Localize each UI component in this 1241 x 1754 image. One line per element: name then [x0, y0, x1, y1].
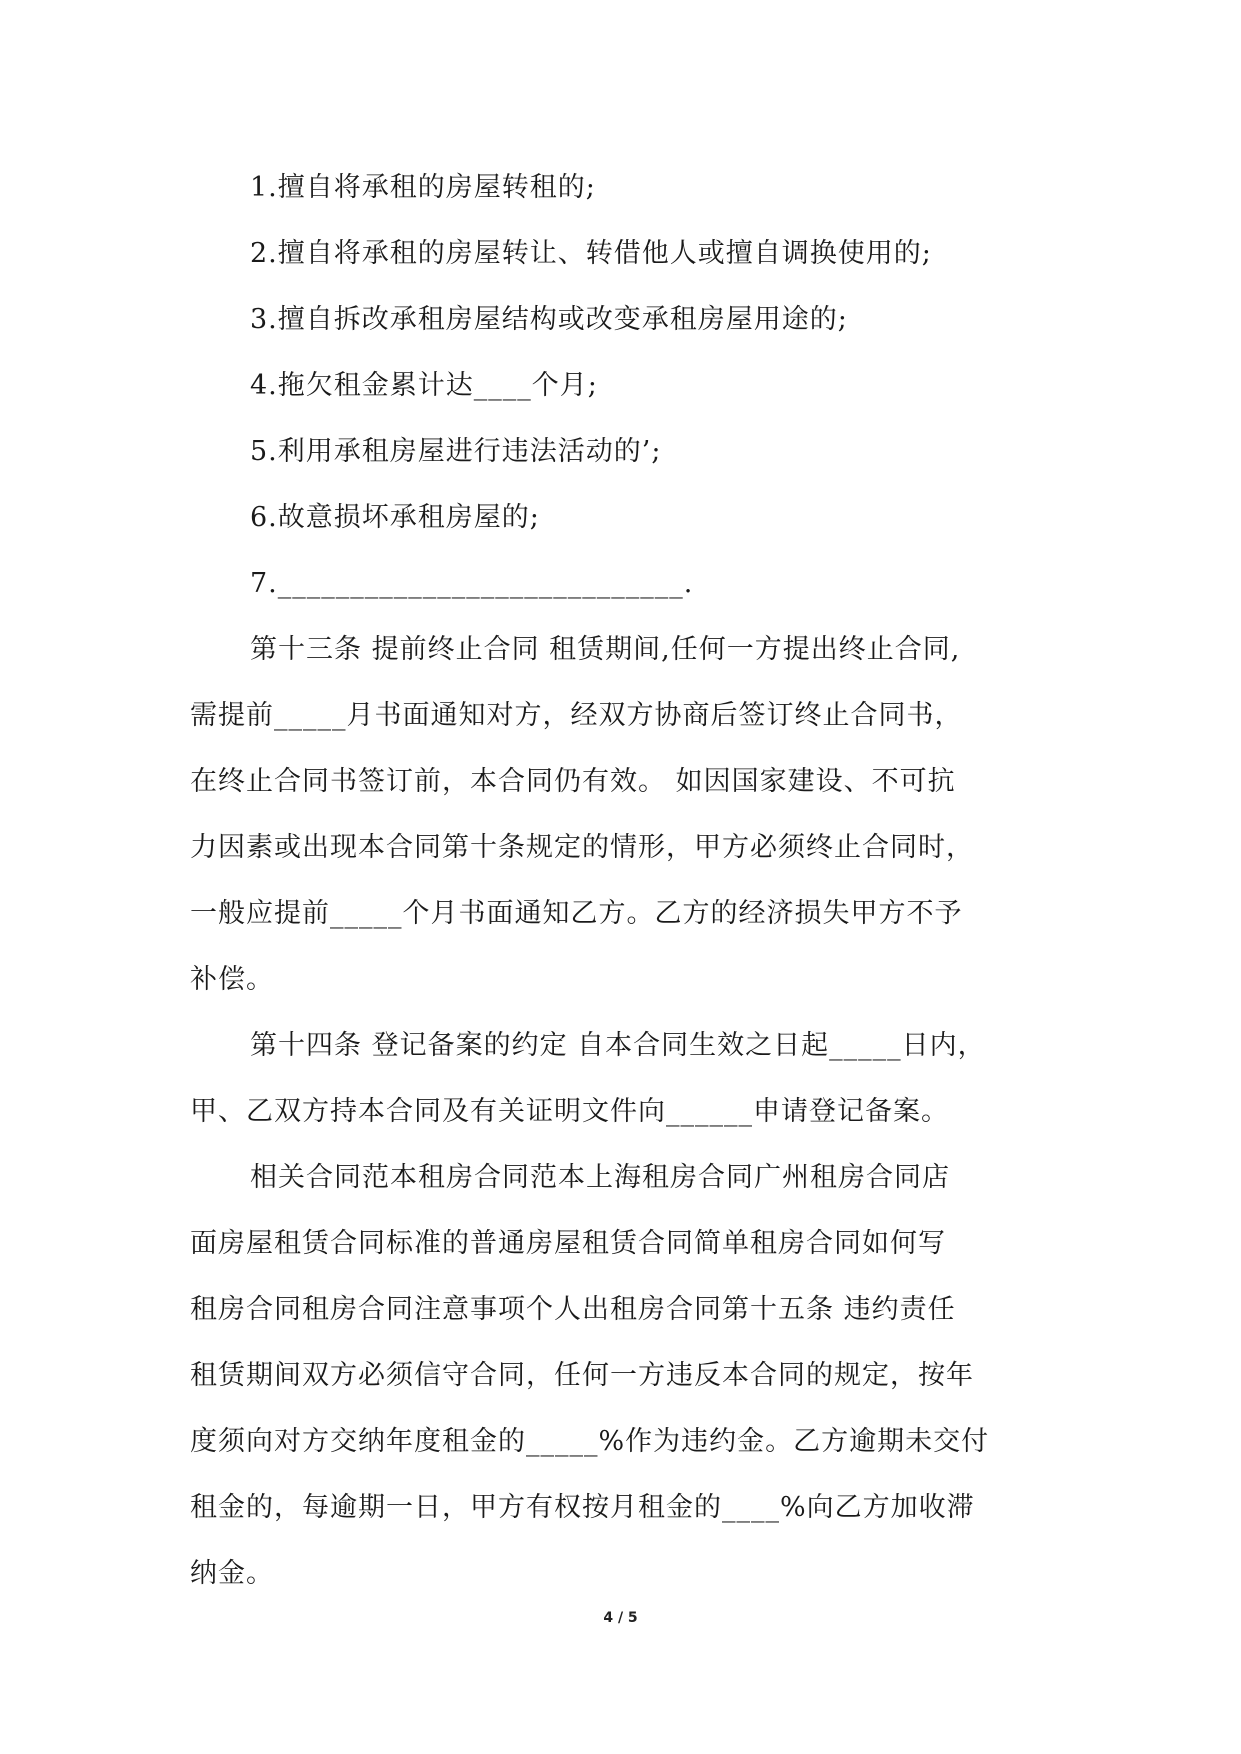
text-line: 甲、乙双方持本合同及有关证明文件向______申请登记备案。 [190, 1096, 949, 1127]
text-line: 7.____________________________. [250, 568, 694, 599]
page-number: 4 / 5 [603, 1610, 638, 1626]
text-line: 补偿。 [190, 964, 274, 995]
text-line: 6.故意损坏承租房屋的; [250, 502, 540, 533]
text-line: 4.拖欠租金累计达____个月; [250, 370, 598, 401]
text-line: 租赁期间双方必须信守合同，任何一方违反本合同的规定，按年 [190, 1360, 974, 1391]
text-line: 5.利用承租房屋进行违法活动的’; [250, 436, 662, 467]
text-line: 租房合同租房合同注意事项个人出租房合同第十五条 违约责任 [190, 1294, 956, 1325]
text-line: 相关合同范本租房合同范本上海租房合同广州租房合同店 [250, 1162, 950, 1193]
text-line: 面房屋租赁合同标准的普通房屋租赁合同简单租房合同如何写 [190, 1228, 946, 1259]
text-line: 需提前_____月书面通知对方，经双方协商后签订终止合同书， [190, 700, 963, 731]
text-line: 2.擅自将承租的房屋转让、转借他人或擅自调换使用的; [250, 238, 932, 269]
document-body [190, 155, 1070, 1607]
text-line: 在终止合同书签订前，本合同仍有效。 如因国家建设、不可抗 [190, 766, 956, 797]
text-line: 第十三条 提前终止合同 租赁期间,任何一方提出终止合同, [250, 634, 961, 665]
text-line: 租金的，每逾期一日，甲方有权按月租金的____%向乙方加收滞 [190, 1492, 975, 1523]
text-line: 3.擅自拆改承租房屋结构或改变承租房屋用途的; [250, 304, 848, 335]
text-line: 纳金。 [190, 1558, 274, 1589]
text-line: 一般应提前_____个月书面通知乙方。乙方的经济损失甲方不予 [190, 898, 963, 929]
text-line: 第十四条 登记备案的约定 自本合同生效之日起_____日内， [250, 1030, 986, 1061]
text-line: 力因素或出现本合同第十条规定的情形，甲方必须终止合同时， [190, 832, 974, 863]
text-line: 度须向对方交纳年度租金的_____%作为违约金。乙方逾期未交付 [190, 1426, 990, 1457]
text-line: 1.擅自将承租的房屋转租的; [250, 172, 596, 203]
